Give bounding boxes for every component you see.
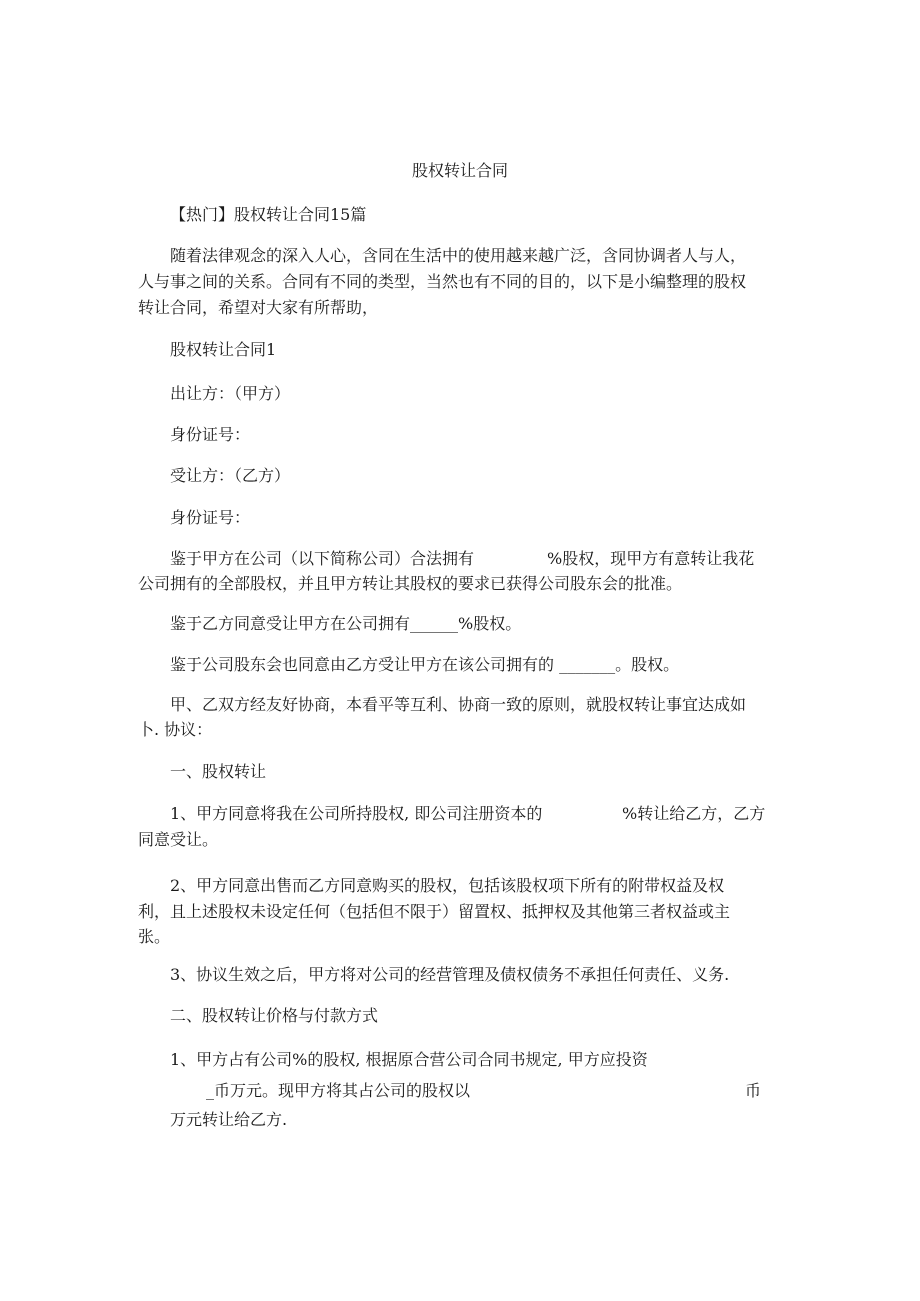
recital-text: 公司拥有的全部股权，并且甲方转让其股权的要求已获得公司股东会的批准。 bbox=[138, 574, 683, 593]
recital-text: 鉴于甲方在公司（以下简称公司）合法拥有 bbox=[170, 549, 475, 568]
clause-text: 1、甲方同意将我在公司所持股权, 即公司注册资本的 bbox=[170, 804, 543, 823]
clause-text: 币 bbox=[745, 1081, 762, 1100]
recital-3: 鉴于公司股东会也同意由乙方受让甲方在该公司拥有的 _______。股权。 bbox=[170, 655, 680, 674]
recital-text: %股权，现甲方有意转让我花 bbox=[547, 549, 755, 568]
clause-text: _币万元。现甲方将其占公司的股权以 bbox=[206, 1081, 471, 1100]
section-heading: 股权转让合同1 bbox=[170, 340, 277, 359]
clause-text: 利，且上述股权未设定任何（包括但不限于）留置权、抵押权及其他第三者权益或主 bbox=[138, 902, 731, 921]
transferee-id-label: 身份证号： bbox=[170, 508, 251, 527]
clause-text: 张。 bbox=[138, 927, 171, 946]
clause-text: 2、甲方同意出售而乙方同意购买的股权，包括该股权项下所有的附带权益及权 bbox=[170, 876, 725, 895]
intro-line: 人与事之间的关系。合同有不同的类型，当然也有不同的目的，以下是小编整理的股权 bbox=[138, 272, 747, 291]
agreement-intro-line: 甲、乙双方经友好协商，本看平等互利、协商一致的原则，就股权转让事宜达成如 bbox=[170, 695, 747, 714]
clause-text: 万元转让给乙方. bbox=[170, 1110, 288, 1129]
article-1-heading: 一、股权转让 bbox=[170, 762, 267, 781]
agreement-intro-line: 卜. 协议： bbox=[138, 720, 213, 739]
intro-line: 转让合同，希望对大家有所帮助， bbox=[138, 298, 379, 317]
clause-text: %转让给乙方，乙方 bbox=[622, 804, 766, 823]
article-2-heading: 二、股权转让价格与付款方式 bbox=[170, 1006, 379, 1025]
transferor-label: 出让方：（甲方） bbox=[170, 384, 291, 403]
transferee-label: 受让方：（乙方） bbox=[170, 466, 291, 485]
clause-text: 同意受让。 bbox=[138, 830, 219, 849]
clause-text: 1、甲方占有公司%的股权, 根据原合营公司合同书规定, 甲方应投资 bbox=[170, 1050, 648, 1069]
intro-line: 随着法律观念的深入人心，含同在生活中的使用越来越广泛，含同协调者人与人， bbox=[170, 246, 747, 265]
document-subtitle: 【热门】股权转让合同15篇 bbox=[170, 205, 367, 224]
article-1-clause-3: 3、协议生效之后，甲方将对公司的经营管理及债权债务不承担任何责任、义务. bbox=[170, 965, 730, 984]
document-title: 股权转让合同 bbox=[411, 161, 508, 180]
recital-2: 鉴于乙方同意受让甲方在公司拥有______%股权。 bbox=[170, 614, 522, 633]
transferor-id-label: 身份证号： bbox=[170, 425, 251, 444]
